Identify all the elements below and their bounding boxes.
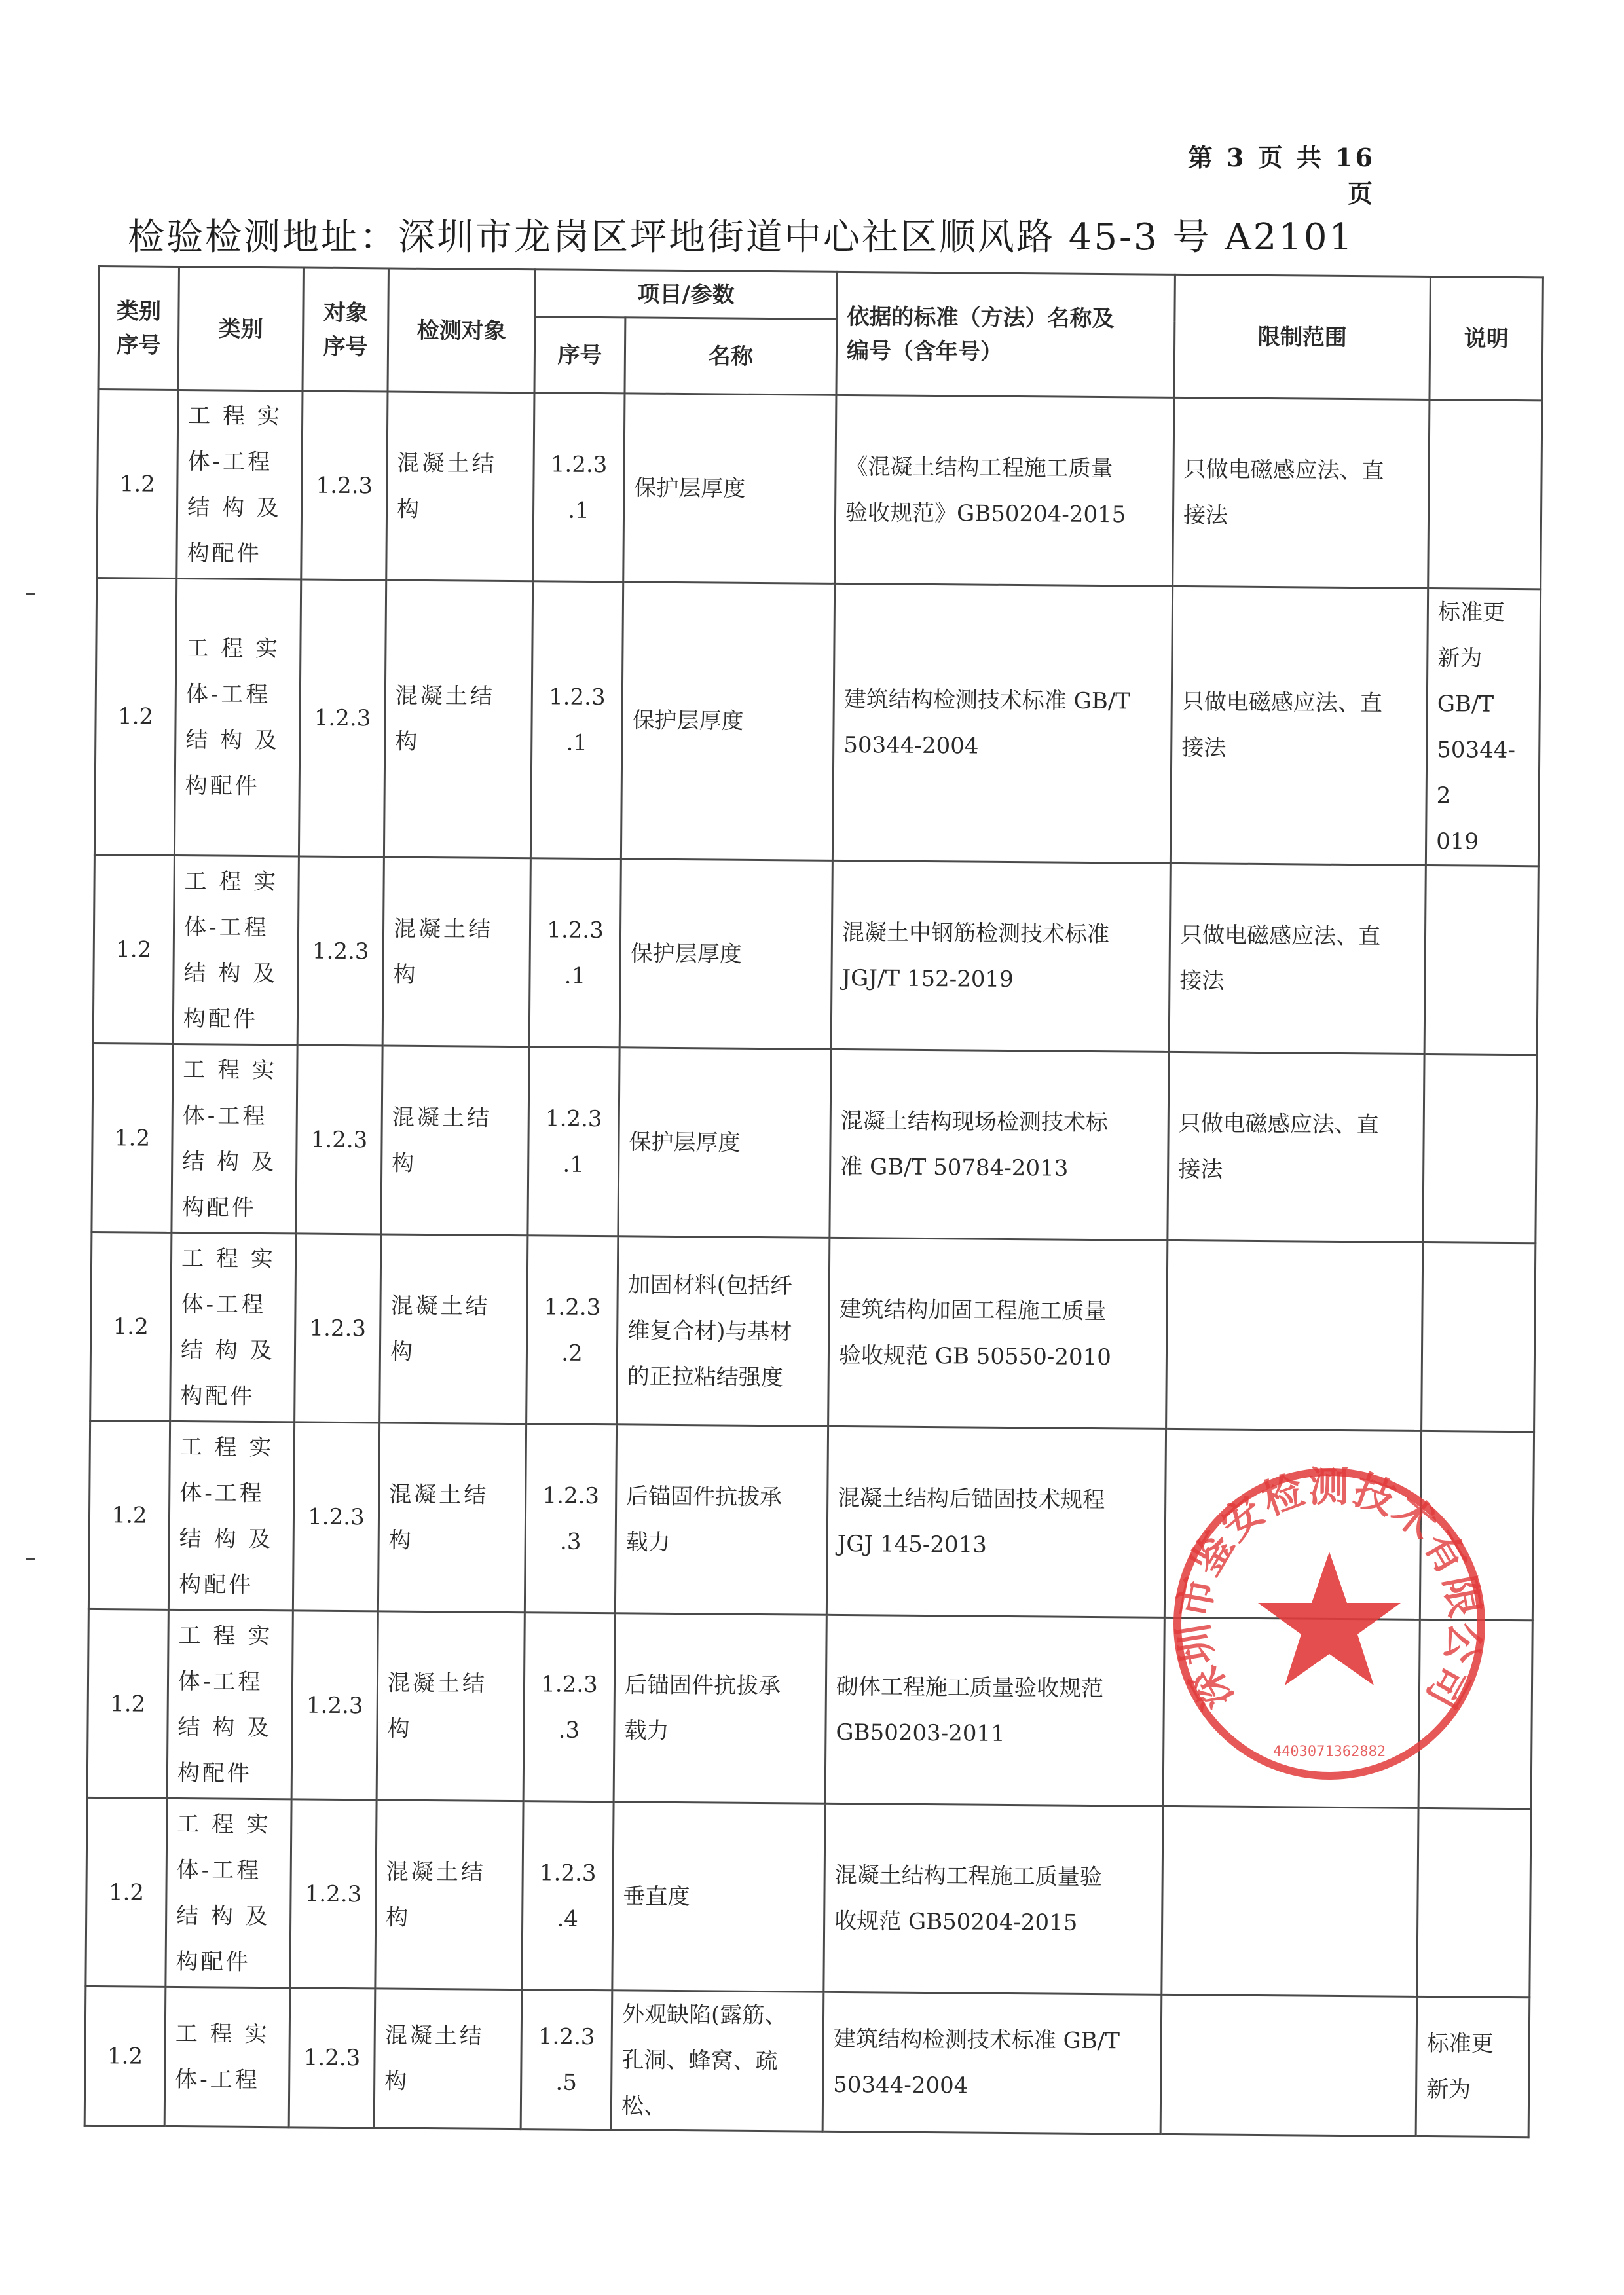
item-name-cell: 外观缺陷(露筋、 孔洞、蜂窝、疏松、 [611,1991,824,2132]
limit-cell [1166,1240,1423,1431]
obj-no-cell: 1.2.3 [296,1045,382,1234]
item-no-cell: 1.2.3 .4 [522,1801,614,1991]
standard-cell: 《混凝土结构工程施工质量 验收规范》GB50204-2015 [835,395,1174,586]
table-row [86,1797,1531,1997]
item-name-cell: 加固材料(包括纤 维复合材)与基材 的正拉粘结强度 [617,1236,830,1427]
seal-graphic [1153,1454,1506,1794]
item-no-cell: 1.2.3 .1 [530,581,623,859]
note-cell: 标准更 新为 [1416,1996,1530,2137]
standard-cell: 建筑结构检测技术标准 GB/T 50344-2004 [822,1992,1162,2134]
object-cell: 混凝土结 构 [374,1989,522,2129]
table-row [97,390,1542,589]
seal-org-name: 深圳市鉴安检测技术有限公司 [1169,1463,1490,1718]
limit-cell [1162,1806,1418,1996]
limit-cell: 只做电磁感应法、直 接法 [1168,1052,1424,1242]
standard-cell: 混凝土结构现场检测技术标 准 GB/T 50784-2013 [830,1049,1169,1240]
header-item-name: 名称 [625,318,837,395]
obj-no-cell: 1.2.3 [293,1422,379,1611]
limit-cell: 只做电磁感应法、直 接法 [1173,397,1430,588]
item-name-cell: 保护层厚度 [621,582,834,861]
standard-cell: 混凝土结构工程施工质量验 收规范 GB50204-2015 [824,1803,1163,1994]
standard-cell: 混凝土中钢筋检测技术标准 JGJ/T 152-2019 [831,860,1170,1052]
item-no-cell: 1.2.3 .5 [521,1990,612,2130]
object-cell: 混凝土结 构 [381,1046,529,1236]
obj-no-cell: 1.2.3 [301,391,388,580]
note-cell [1417,1808,1531,1997]
header-category: 类别 [178,266,303,390]
note-cell [1422,1242,1536,1431]
object-cell: 混凝土结 构 [382,857,530,1047]
table-row [90,1232,1536,1431]
item-no-cell: 1.2.3 .1 [528,1047,619,1236]
header-note: 说明 [1430,276,1543,400]
object-cell: 混凝土结 构 [386,392,534,581]
seal-code: 4403071362882 [1272,1744,1386,1760]
scope-table [84,265,1544,2138]
obj-no-cell: 1.2.3 [299,579,386,857]
item-no-cell: 1.2.3 .1 [533,393,625,582]
limit-cell [1160,1994,1417,2136]
obj-no-cell: 1.2.3 [295,1234,381,1423]
cat-no-cell: 1.2 [94,578,176,855]
seal-star-icon [1258,1552,1401,1685]
item-name-cell: 后锚固件抗拔承 载力 [614,1613,826,1804]
item-no-cell: 1.2.3 .3 [525,1424,616,1613]
standard-cell: 砌体工程施工质量验收规范 GB50203-2011 [825,1615,1164,1806]
cat-no-cell: 1.2 [93,854,174,1044]
category-cell: 工 程 实 体-工程 结 构 及 构配件 [172,1044,297,1233]
note-cell: 标准更 新为 GB/T 50344-2 019 [1426,588,1540,866]
item-name-cell: 保护层厚度 [618,1048,831,1238]
category-cell: 工 程 实 体-工程 结 构 及 构配件 [177,390,303,579]
obj-no-cell: 1.2.3 [297,856,384,1046]
category-cell: 工 程 实 体-工程 结 构 及 构配件 [174,578,301,856]
item-no-cell: 1.2.3 .2 [526,1236,618,1425]
standard-cell: 混凝土结构后锚固技术规程 JGJ 145-2013 [826,1426,1166,1617]
company-seal [1153,1454,1506,1794]
cat-no-cell: 1.2 [97,390,178,579]
item-no-cell: 1.2.3 .3 [523,1613,615,1802]
item-name-cell: 垂直度 [612,1802,825,1992]
note-cell [1423,1054,1537,1243]
cat-no-cell: 1.2 [88,1420,170,1609]
header-item-param: 项目/参数 [535,270,838,320]
margin-mark [26,593,35,595]
obj-no-cell: 1.2.3 [289,1988,375,2128]
testing-address: 检验检测地址：深圳市龙岗区坪地街道中心社区顺风路 45-3 号 A2101 [128,216,1355,259]
cat-no-cell: 1.2 [86,1797,167,1987]
category-cell: 工 程 实 体-工程 结 构 及 构配件 [170,1232,296,1422]
table-row [84,1986,1530,2137]
standard-cell: 建筑结构加固工程施工质量 验收规范 GB 50550-2010 [828,1238,1168,1429]
note-cell [1428,399,1542,589]
header-item-no: 序号 [534,317,625,394]
scope-table-wrapper [84,265,1542,2138]
table-row [92,1043,1537,1243]
header-obj-no: 对象 序号 [303,268,388,392]
object-cell: 混凝土结 构 [384,580,532,858]
cat-no-cell: 1.2 [87,1609,168,1798]
header-object: 检测对象 [388,268,535,393]
item-name-cell: 后锚固件抗拔承 载力 [615,1425,828,1615]
category-cell: 工 程 实 体-工程 结 构 及 构配件 [168,1421,294,1610]
cat-no-cell: 1.2 [90,1232,172,1421]
page-number: 第 3 页 共 16 页 [1187,143,1375,208]
obj-no-cell: 1.2.3 [290,1799,377,1989]
object-cell: 混凝土结 构 [375,1800,523,1990]
cat-no-cell: 1.2 [92,1043,173,1232]
category-cell: 工 程 实 体-工程 [164,1987,290,2127]
margin-mark [26,1558,35,1560]
object-cell: 混凝土结 构 [377,1611,525,1801]
item-name-cell: 保护层厚度 [619,859,832,1050]
standard-cell: 建筑结构检测技术标准 GB/T 50344-2004 [832,583,1172,863]
header-cat-no: 类别 序号 [98,266,179,390]
limit-cell: 只做电磁感应法、直 接法 [1169,863,1426,1054]
object-cell: 混凝土结 构 [378,1423,526,1613]
cat-no-cell: 1.2 [84,1986,166,2126]
object-cell: 混凝土结 构 [380,1234,528,1424]
header-standard: 依据的标准（方法）名称及 编号（含年号） [836,272,1175,397]
table-row [93,854,1538,1054]
header-limit: 限制范围 [1174,274,1430,399]
note-cell [1424,865,1538,1054]
item-name-cell: 保护层厚度 [623,394,836,584]
category-cell: 工 程 实 体-工程 结 构 及 构配件 [167,1609,293,1799]
table-row [94,578,1540,866]
limit-cell: 只做电磁感应法、直 接法 [1170,586,1428,865]
category-cell: 工 程 实 体-工程 结 构 及 构配件 [166,1798,291,1987]
item-no-cell: 1.2.3 .1 [529,858,621,1048]
category-cell: 工 程 实 体-工程 结 构 及 构配件 [173,855,299,1044]
obj-no-cell: 1.2.3 [291,1611,378,1800]
